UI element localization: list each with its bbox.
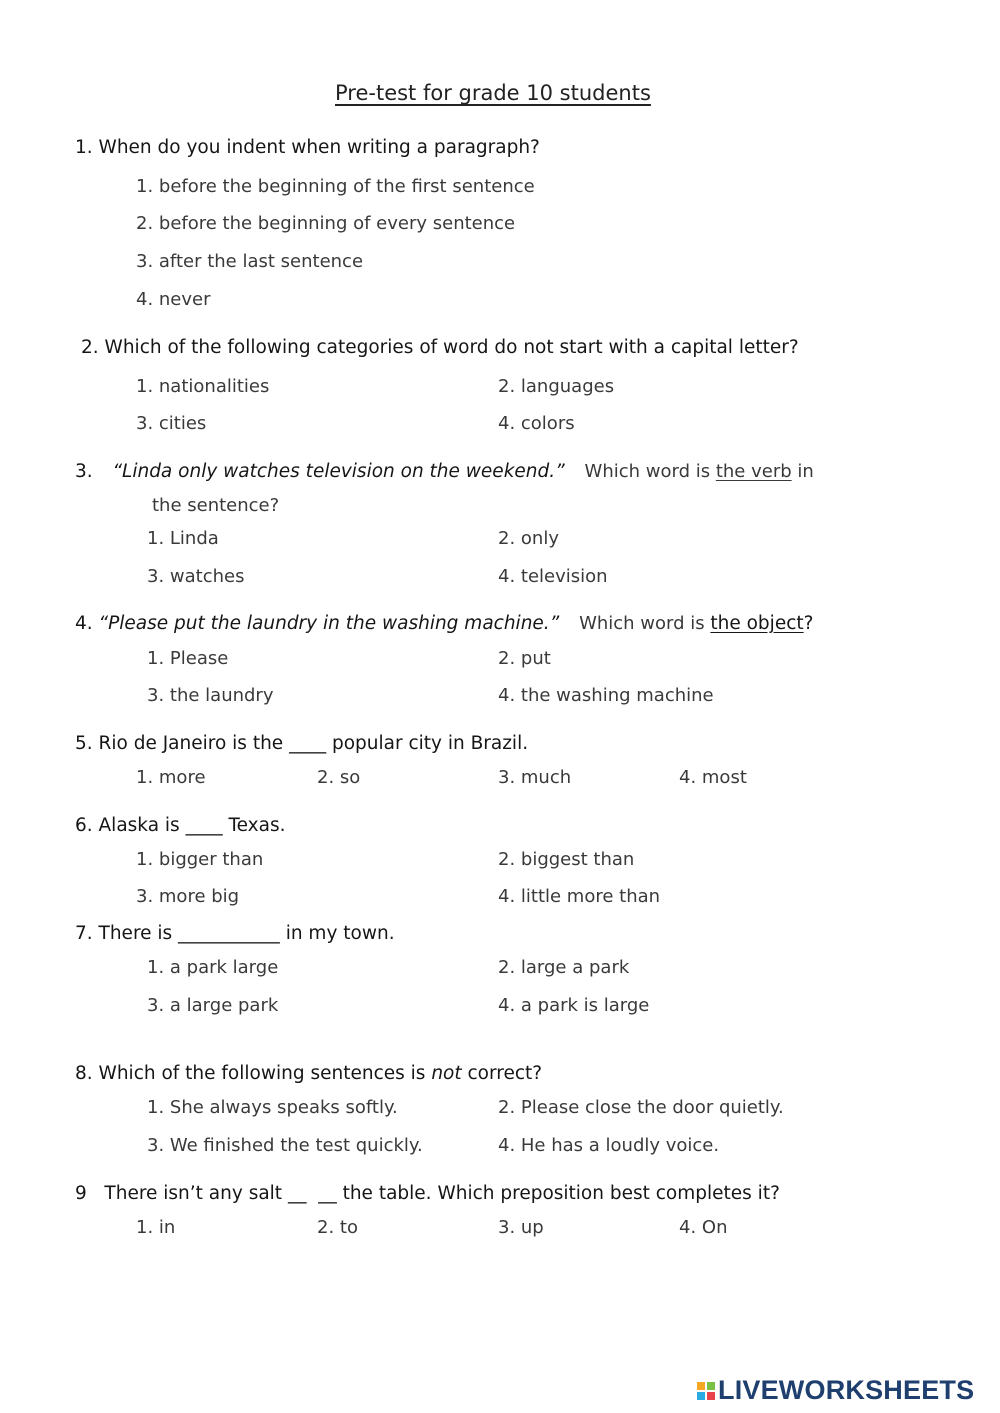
option[interactable]: 3. much (498, 767, 572, 788)
option[interactable]: 1. bigger than (136, 849, 264, 870)
question-key-term: the verb (715, 461, 792, 482)
logo-text: LIVEWORKSHEETS (718, 1375, 975, 1405)
option[interactable]: 4. colors (498, 413, 575, 434)
option[interactable]: 2. large a park (498, 957, 630, 978)
option[interactable]: 1. more (136, 767, 206, 788)
option[interactable]: 2. biggest than (498, 849, 635, 870)
option[interactable]: 2. before the beginning of every sentence (136, 213, 516, 234)
question-number: 3. (75, 461, 93, 482)
option[interactable]: 1. nationalities (136, 376, 270, 397)
option[interactable]: 2. so (317, 767, 361, 788)
option[interactable]: 2. only (498, 528, 559, 549)
option[interactable]: 1. She always speaks softly. (147, 1097, 398, 1118)
option[interactable]: 4. most (679, 767, 747, 788)
question-text: 6. Alaska is ____ Texas. (75, 815, 286, 836)
option[interactable]: 4. little more than (498, 886, 661, 907)
question-suffix: ? (803, 613, 814, 634)
question-suffix: correct? (461, 1063, 543, 1084)
question-text (75, 461, 814, 482)
question-text: 5. Rio de Janeiro is the ____ popular city in Brazil. (75, 733, 529, 754)
option[interactable]: 2. languages (498, 376, 615, 397)
option[interactable]: 4. television (498, 566, 608, 587)
question-key-term: the object (710, 613, 804, 634)
option[interactable]: 3. more big (136, 886, 240, 907)
question-text (75, 613, 813, 634)
option[interactable]: 4. He has a loudly voice. (498, 1135, 720, 1156)
question-suffix: in (791, 461, 814, 482)
liveworksheets-logo (697, 1375, 974, 1406)
option[interactable]: 1. Linda (147, 528, 219, 549)
option[interactable]: 3. up (498, 1217, 544, 1238)
question-emphasis: not (431, 1063, 462, 1084)
option[interactable]: 1. before the beginning of the first sentence (136, 176, 535, 197)
option[interactable]: 3. watches (147, 566, 245, 587)
option[interactable]: 2. to (317, 1217, 358, 1238)
option[interactable]: 3. a large park (147, 995, 279, 1016)
option[interactable]: 3. after the last sentence (136, 251, 364, 272)
option[interactable]: 4. a park is large (498, 995, 650, 1016)
question-text: 9 There isn’t any salt __ __ the table. Which preposition best completes it? (75, 1183, 780, 1204)
question-text: 2. Which of the following categories of word do not start with a capital letter? (81, 337, 799, 358)
page-title: Pre-test for grade 10 students (335, 81, 651, 105)
question-prompt: 8. Which of the following sentences is (75, 1063, 432, 1084)
question-text-line2: the sentence? (152, 495, 280, 516)
option[interactable]: 4. never (136, 289, 211, 310)
option[interactable]: 1. in (136, 1217, 176, 1238)
option[interactable]: 3. the laundry (147, 685, 274, 706)
question-text: 7. There is ___________ in my town. (75, 923, 395, 944)
question-number: 4. (75, 613, 99, 634)
option[interactable]: 4. On (679, 1217, 728, 1238)
option[interactable]: 3. We finished the test quickly. (147, 1135, 423, 1156)
question-prompt: Which word is (579, 613, 711, 634)
option[interactable]: 1. a park large (147, 957, 279, 978)
option[interactable]: 2. put (498, 648, 551, 669)
question-text: 1. When do you indent when writing a paragraph? (75, 137, 540, 158)
question-quote: “Linda only watches television on the weekend.” (112, 461, 565, 482)
logo-mark-icon (697, 1382, 715, 1400)
option[interactable]: 1. Please (147, 648, 229, 669)
question-prompt: Which word is (584, 461, 716, 482)
question-quote: “Please put the laundry in the washing machine.” (98, 613, 560, 634)
option[interactable]: 3. cities (136, 413, 207, 434)
option[interactable]: 4. the washing machine (498, 685, 714, 706)
option[interactable]: 2. Please close the door quietly. (498, 1097, 784, 1118)
question-text (75, 1063, 542, 1084)
